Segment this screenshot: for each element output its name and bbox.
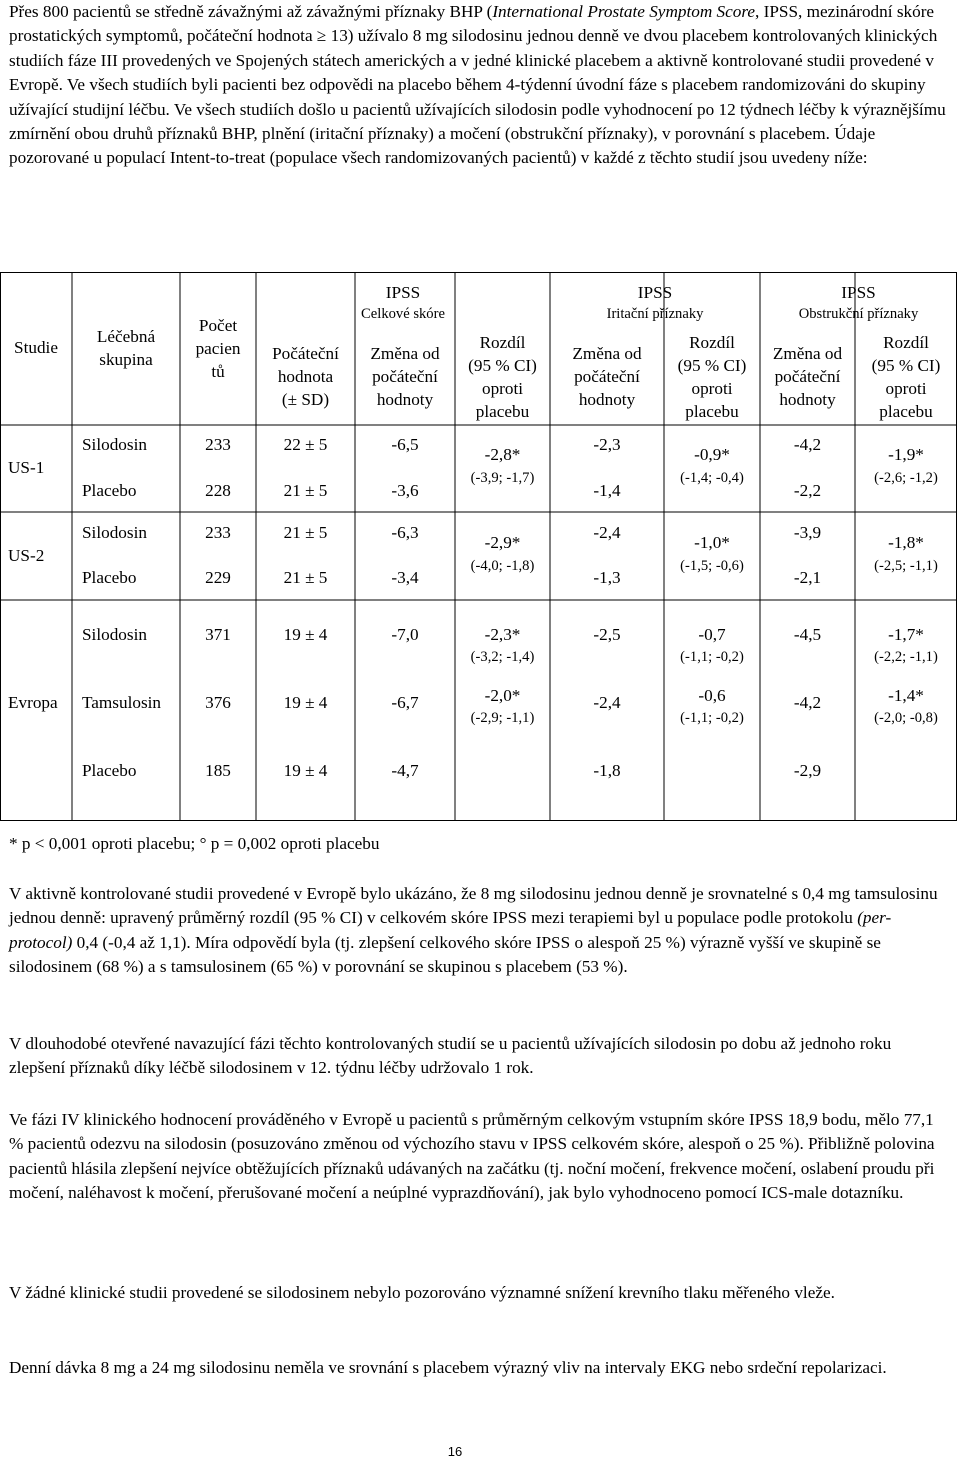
table-cell-group: Placebo <box>82 761 137 780</box>
table-cell-obs-diff: -1,4* <box>888 686 924 705</box>
header-total-diff-3: oproti <box>481 379 524 398</box>
header-ipss-irritative: IPSS <box>637 283 673 302</box>
table-cell-total-ci: (-2,9; -1,1) <box>470 710 535 726</box>
intro-text-1: Přes 800 pacientů se středně závažnými až závažnými příznaky BHP ( <box>9 2 493 21</box>
table-cell-irr-diff: -0,7 <box>698 625 726 644</box>
header-obs-diff-4: placebu <box>879 402 933 421</box>
per-protocol-term: (per-protocol) <box>9 908 892 952</box>
table-cell-obs-change: -4,5 <box>793 625 822 644</box>
intro-paragraph <box>9 0 949 171</box>
table-cell-obs-change: -3,9 <box>793 523 822 542</box>
paragraph-blood-pressure: V žádné klinické studii provedené se silodosinem nebylo pozorováno významné snížení krevního tlaku měřeného vleže. <box>9 1283 835 1302</box>
header-ipss-obstructive: IPSS <box>841 283 876 302</box>
paragraph-long-term: V dlouhodobé otevřené navazující fázi těchto kontrolovaných studií se u pacientů užívajících silodosin po dobu až jednoho roku zlepšení příznaků díky léčbě silodosinem v 12. týdnu léčby udržovalo 1 rok. <box>9 1034 892 1078</box>
header-obs-change-3: hodnoty <box>779 390 836 409</box>
table-cell-baseline: 21 ± 5 <box>283 523 328 542</box>
table-cell-total-change: -3,4 <box>391 568 419 587</box>
study-us2: US-2 <box>8 546 45 565</box>
table-cell-n: 233 <box>205 523 231 542</box>
table-cell-total-diff: -2,8* <box>484 445 521 464</box>
table-cell-irr-change: -2,3 <box>593 435 621 454</box>
table-cell-group: Tamsulosin <box>82 693 162 712</box>
table-cell-irr-change: -2,4 <box>593 693 621 712</box>
header-count-line1: Počet <box>198 316 238 335</box>
paragraph-comparison <box>9 882 949 980</box>
table-cell-irr-ci: (-1,5; -0,6) <box>680 558 744 574</box>
table-cell-baseline: 19 ± 4 <box>283 625 328 644</box>
study-europe: Evropa <box>8 693 58 712</box>
table-cell-n: 233 <box>205 435 231 454</box>
table-cell-group: Silodosin <box>82 523 147 542</box>
table-cell-irr-change: -2,4 <box>593 523 621 542</box>
table-cell-obs-ci: (-2,0; -0,8) <box>874 710 938 726</box>
table-cell-total-change: -6,7 <box>391 693 419 712</box>
table-cell-baseline: 22 ± 5 <box>283 435 328 454</box>
paragraph-phase-iv: Ve fázi IV klinického hodnocení prováděného v Evropě u pacientů s průměrným celkovým vstupním skóre IPSS 18,9 bodu, mělo 77,1 % pacientů odezvu na silodosin (posuzováno změnou od výchozího stavu v IPSS celkovém skóre, alespoň o 25 %). Přibližně polovina pacientů hlásila zlepšení nejvíce obtěžujících příznaků udávaných na začátku (tj. noční močení, frekvence močení, oslabení proudu při močení, naléhavost k močení, přerušované močení a neúplné vyprazdňování), jak bylo vyhodnoceno pomocí ICS-male dotazníku. <box>9 1110 935 1203</box>
header-baseline-line3: (± SD) <box>281 390 330 409</box>
header-obs-diff-3: oproti <box>885 379 927 398</box>
results-table <box>0 272 960 821</box>
header-irr-diff-4: placebu <box>685 402 739 421</box>
header-ipss-total: IPSS <box>385 283 421 302</box>
table-cell-total-diff: -2,3* <box>484 625 521 644</box>
table-cell-obs-change: -2,1 <box>793 568 822 587</box>
table-cell-total-change: -7,0 <box>391 625 419 644</box>
table-cell-irr-change: -1,8 <box>593 761 621 780</box>
header-count-line2: pacien <box>195 339 241 358</box>
table-cell-n: 376 <box>205 693 231 712</box>
table-cell-obs-ci: (-2,2; -1,1) <box>874 649 938 665</box>
table-cell-group: Silodosin <box>82 435 147 454</box>
table-cell-irr-ci: (-1,1; -0,2) <box>680 649 744 665</box>
header-irr-diff-1: Rozdíl <box>689 333 735 352</box>
table-cell-obs-change: -2,9 <box>793 761 822 780</box>
table-cell-obs-diff: -1,7* <box>888 625 924 644</box>
header-total-diff-1: Rozdíl <box>479 333 526 352</box>
header-total-diff-2: (95 % CI) <box>468 356 537 375</box>
header-baseline-line2: hodnota <box>277 367 334 386</box>
header-group-line2: skupina <box>99 350 153 369</box>
table-cell-total-change: -4,7 <box>391 761 419 780</box>
header-group-line1: Léčebná <box>96 327 156 346</box>
study-us1: US-1 <box>8 458 45 477</box>
table-cell-n: 229 <box>205 568 231 587</box>
table-cell-irr-change: -1,4 <box>593 481 621 500</box>
table-cell-group: Silodosin <box>82 625 147 644</box>
table-cell-obs-ci: (-2,6; -1,2) <box>874 470 938 486</box>
header-obs-diff-1: Rozdíl <box>883 333 929 352</box>
header-irr-change-3: hodnoty <box>578 390 636 409</box>
header-total-change-1: Změna od <box>370 344 440 363</box>
table-cell-obs-change: -4,2 <box>793 693 822 712</box>
table-cell-irr-diff: -0,6 <box>698 686 726 705</box>
header-irr-diff-2: (95 % CI) <box>677 356 747 375</box>
table-cell-obs-change: -4,2 <box>793 435 822 454</box>
header-count-line3: tů <box>211 362 225 381</box>
header-baseline-line1: Počáteční <box>272 344 339 363</box>
intro-italic-term: International Prostate Symptom Score <box>492 2 756 21</box>
table-cell-total-diff: -2,0* <box>484 686 521 705</box>
table-cell-total-ci: (-3,9; -1,7) <box>470 470 535 486</box>
header-obs-diff-2: (95 % CI) <box>871 356 941 375</box>
header-total-score: Celkové skóre <box>361 306 445 322</box>
header-obstructive: Obstrukční příznaky <box>798 306 919 322</box>
table-cell-group: Placebo <box>82 568 137 587</box>
paragraph-comparison-text-2: 0,4 (-0,4 až 1,1). Míra odpovědí byla (tj. zlepšení celkového skóre IPSS o alespoň 25 %) výrazně vyšší ve skupině se silodosinem (68 %) a s tamsulosinem (65 %) v porovnání se skupinou s placebem (53 %). <box>9 932 881 977</box>
table-cell-total-ci: (-3,2; -1,4) <box>470 649 535 665</box>
table-cell-n: 228 <box>205 481 231 500</box>
table-cell-total-change: -6,3 <box>391 523 419 542</box>
table-cell-obs-diff: -1,8* <box>888 533 924 552</box>
table-cell-baseline: 19 ± 4 <box>283 761 328 780</box>
table-cell-obs-ci: (-2,5; -1,1) <box>874 558 938 574</box>
table-cell-total-diff: -2,9* <box>484 533 521 552</box>
table-cell-baseline: 19 ± 4 <box>283 693 328 712</box>
table-cell-group: Placebo <box>82 481 137 500</box>
header-total-diff-4: placebu <box>475 402 530 421</box>
header-obs-change-1: Změna od <box>772 344 843 363</box>
header-irr-change-1: Změna od <box>572 344 642 363</box>
table-cell-irr-ci: (-1,1; -0,2) <box>680 710 744 726</box>
table-cell-total-change: -3,6 <box>391 481 419 500</box>
table-cell-obs-change: -2,2 <box>793 481 822 500</box>
table-footnote: * p < 0,001 oproti placebu; ° p = 0,002 oproti placebu <box>9 834 380 853</box>
table-cell-irr-diff: -1,0* <box>694 533 730 552</box>
table-cell-irr-ci: (-1,4; -0,4) <box>680 470 744 486</box>
table-cell-total-change: -6,5 <box>391 435 419 454</box>
page-number: 16 <box>447 1444 463 1459</box>
header-obs-change-2: počáteční <box>774 367 841 386</box>
paragraph-ecg: Denní dávka 8 mg a 24 mg silodosinu neměla ve srovnání s placebem výrazný vliv na intervaly EKG nebo srdeční repolarizaci. <box>9 1358 887 1377</box>
table-cell-irr-diff: -0,9* <box>694 445 730 464</box>
table-cell-baseline: 21 ± 5 <box>283 568 328 587</box>
table-cell-obs-diff: -1,9* <box>888 445 924 464</box>
intro-text-2: , IPSS, mezinárodní skóre prostatických symptomů, počáteční hodnota ≥ 13) užívalo 8 mg silodosinu jednou denně ve dvou placebem kontrolovaných klinických studiích fáze III provedených ve Spojených státech amerických a v jedné klinické placebem a aktivně kontrolované studii provedené v Evropě. Ve všech studiích byli pacienti bez odpovědi na placebo během 4-týdenní úvodní fáze s placebem randomizováni do skupiny užívající studijní léčbu. Ve všech studiích došlo u pacientů užívajících silodosin podle vyhodnocení po 12 týdnech léčby k výraznějšímu zmírnění obou druhů příznaků BHP, plnění (iritační příznaky) a močení (obstrukční příznaky), v porovnání s placebem. Údaje pozorované u populací Intent-to-treat (populace všech randomizovaných pacientů) v každé z těchto studií jsou uvedeny níže: <box>9 2 946 168</box>
header-irr-change-2: počáteční <box>574 367 640 386</box>
table-cell-baseline: 21 ± 5 <box>283 481 328 500</box>
header-study: Studie <box>14 338 58 357</box>
table-cell-irr-change: -1,3 <box>593 568 621 587</box>
table-cell-n: 371 <box>205 625 231 644</box>
table-cell-irr-change: -2,5 <box>593 625 621 644</box>
header-total-change-2: počáteční <box>372 367 438 386</box>
table-cell-total-ci: (-4,0; -1,8) <box>470 558 535 574</box>
paragraph-comparison-text: V aktivně kontrolované studii provedené v Evropě bylo ukázáno, že 8 mg silodosinu jednou denně je srovnatelné s 0,4 mg tamsulosinu jednou denně: upravený průměrný rozdíl (95 % CI) v celkovém skóre IPSS mezi terapiemi byl u populace podle protokolu <box>9 884 938 928</box>
header-irr-diff-3: oproti <box>691 379 733 398</box>
header-irritative: Iritační příznaky <box>606 306 704 322</box>
header-total-change-3: hodnoty <box>376 390 434 409</box>
table-cell-n: 185 <box>205 761 231 780</box>
